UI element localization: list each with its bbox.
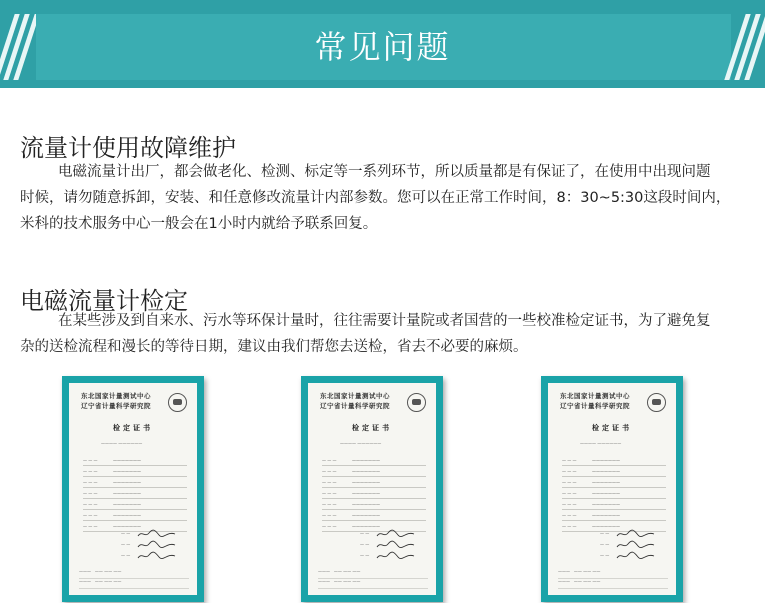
- certificate-org-line: 东北国家计量测试中心: [81, 392, 151, 400]
- signature: — —: [600, 553, 670, 564]
- section-title-maintenance: 流量计使用故障维护: [20, 134, 236, 162]
- certificate-field: — — — ———————: [562, 499, 666, 510]
- certificate-title: 检定证书: [592, 424, 632, 432]
- certificate-field: — — — ———————: [322, 499, 426, 510]
- seal-icon: [407, 393, 426, 412]
- signature: — —: [600, 531, 670, 542]
- signature: — —: [360, 531, 430, 542]
- certificate-field: — — — ———————: [83, 510, 187, 521]
- certificate-title: 检定证书: [352, 424, 392, 432]
- certificate-field: — — — ———————: [322, 510, 426, 521]
- certificate-date: ——— —— —— ——: [558, 569, 668, 579]
- signature: — —: [360, 553, 430, 564]
- seal-icon: [647, 393, 666, 412]
- certificate-field: — — — ———————: [562, 521, 666, 532]
- seal-icon: [168, 393, 187, 412]
- section-line: 电磁流量计出厂，都会做老化、检测、标定等一系列环节，所以质量都是有保证了，在使用中出现问题: [58, 164, 711, 180]
- certificate-org: [320, 391, 390, 411]
- certificate-field: — — — ———————: [562, 488, 666, 499]
- certificate-field: — — — ———————: [322, 466, 426, 477]
- certificate-org-line: 东北国家计量测试中心: [320, 392, 390, 400]
- certificate-field: — — — ———————: [562, 466, 666, 477]
- certificate-org: [560, 391, 630, 411]
- certificate-paper: [308, 383, 436, 595]
- certificate-image: [541, 376, 683, 602]
- signature: — —: [121, 542, 191, 553]
- certificate-field: — — — ———————: [83, 477, 187, 488]
- section-title-verification: 电磁流量计检定: [20, 287, 188, 315]
- certificate-field: — — — ———————: [322, 521, 426, 532]
- certificate-field: — — — ———————: [83, 455, 187, 466]
- certificate-image: [62, 376, 204, 602]
- page-title: 常见问题: [314, 28, 451, 66]
- certificate-org-line: 东北国家计量测试中心: [560, 392, 630, 400]
- certificate-field: — — — ———————: [83, 466, 187, 477]
- certificate-field: — — — ———————: [562, 477, 666, 488]
- certificate-field: — — — ———————: [83, 488, 187, 499]
- certificate-field: — — — ———————: [83, 499, 187, 510]
- signature: — —: [600, 542, 670, 553]
- section-line: 米科的技术服务中心一般会在1小时内就给予联系回复。: [20, 216, 378, 232]
- certificate-number: ———— ——————: [101, 441, 143, 446]
- signature: — —: [121, 531, 191, 542]
- certificate-number: ———— ——————: [580, 441, 622, 446]
- certificate-paper: [69, 383, 197, 595]
- section-line: 杂的送检流程和漫长的等待日期，建议由我们帮您去送检，省去不必要的麻烦。: [20, 339, 528, 355]
- signature: — —: [360, 542, 430, 553]
- signature: — —: [121, 553, 191, 564]
- certificate-field: — — — ———————: [322, 455, 426, 466]
- certificate-date: ——— —— —— ——: [79, 569, 189, 579]
- certificate-org-line: 辽宁省计量科学研究院: [560, 402, 630, 410]
- certificate-date: ——— —— —— ——: [558, 579, 668, 589]
- certificate-field: — — — ———————: [322, 477, 426, 488]
- certificate-date: ——— —— —— ——: [79, 579, 189, 589]
- certificate-paper: [548, 383, 676, 595]
- certificate-title: 检定证书: [113, 424, 153, 432]
- certificate-date: ——— —— —— ——: [318, 579, 428, 589]
- header-banner: [0, 0, 765, 88]
- certificate-org-line: 辽宁省计量科学研究院: [81, 402, 151, 410]
- certificate-org: [81, 391, 151, 411]
- certificate-field: — — — ———————: [562, 455, 666, 466]
- section-line: 在某些涉及到自来水、污水等环保计量时，往往需要计量院或者国营的一些校准检定证书，为了避免复: [58, 313, 711, 329]
- certificate-field: — — — ———————: [562, 510, 666, 521]
- certificate-field: — — — ———————: [83, 521, 187, 532]
- section-line: 时候，请勿随意拆卸，安装、和任意修改流量计内部参数。您可以在正常工作时间，8：30~5:30这段时间内，: [20, 190, 731, 206]
- certificate-number: ———— ——————: [340, 441, 382, 446]
- certificate-field: — — — ———————: [322, 488, 426, 499]
- section-body-maintenance: [20, 159, 750, 237]
- certificate-date: ——— —— —— ——: [318, 569, 428, 579]
- certificate-org-line: 辽宁省计量科学研究院: [320, 402, 390, 410]
- certificate-image: [301, 376, 443, 602]
- section-body-verification: [20, 308, 750, 360]
